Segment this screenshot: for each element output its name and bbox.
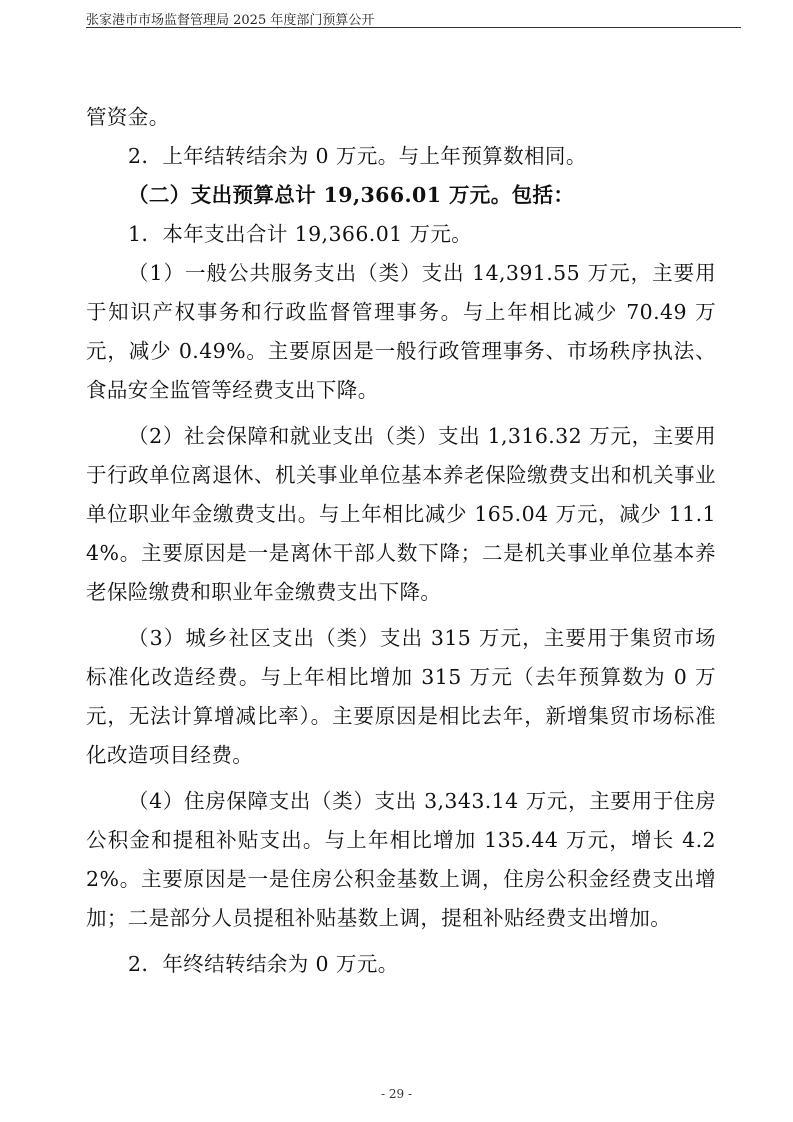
- paragraph-current-year-expenditure: 1．本年支出合计 19,366.01 万元。: [128, 222, 473, 246]
- document-body: [86, 98, 716, 984]
- page-number: - 29 -: [380, 1087, 412, 1101]
- paragraph-continuation: 管资金。: [86, 105, 170, 129]
- document-header: 张家港市市场监督管理局 2025 年度部门预算公开: [86, 13, 375, 28]
- paragraph-housing-security: （4）住房保障支出（类）支出 3,343.14 万元，主要用于住房公积金和提租补贴支出。与上年相比增加 135.44 万元，增长 4.22%。主要原因是一是住房公积金基数上调，住房公积金经费支出增加；二是部分人员提租补贴基数上调，提租补贴经费支出增加。: [86, 789, 716, 930]
- paragraph-urban-rural-community: （3）城乡社区支出（类）支出 315 万元，主要用于集贸市场标准化改造经费。与上年相比增加 315 万元（去年预算数为 0 万元，无法计算增减比率）。主要原因是相比去年，新增集贸市场标准化改造项目经费。: [86, 626, 716, 767]
- header-divider: [86, 27, 741, 28]
- section-heading-expenditure-total: （二）支出预算总计 19,366.01 万元。包括：: [128, 183, 575, 207]
- paragraph-year-end-carryover: 2．年终结转结余为 0 万元。: [128, 952, 399, 976]
- paragraph-prior-year-carryover: 2．上年结转结余为 0 万元。与上年预算数相同。: [128, 144, 587, 168]
- paragraph-general-public-services: （1）一般公共服务支出（类）支出 14,391.55 万元，主要用于知识产权事务和行政监督管理事务。与上年相比减少 70.49 万元，减少 0.49%。主要原因是一般行政管理事务、市场秩序执法、食品安全监管等经费支出下降。: [86, 261, 716, 402]
- paragraph-social-security: （2）社会保障和就业支出（类）支出 1,316.32 万元，主要用于行政单位离退休、机关事业单位基本养老保险缴费支出和机关事业单位职业年金缴费支出。与上年相比减少 165.04 万元，减少 11.14%。主要原因是一是离休干部人数下降；二是机关事业单位基本养老保险缴费和职业年金缴费支出下降。: [86, 424, 716, 604]
